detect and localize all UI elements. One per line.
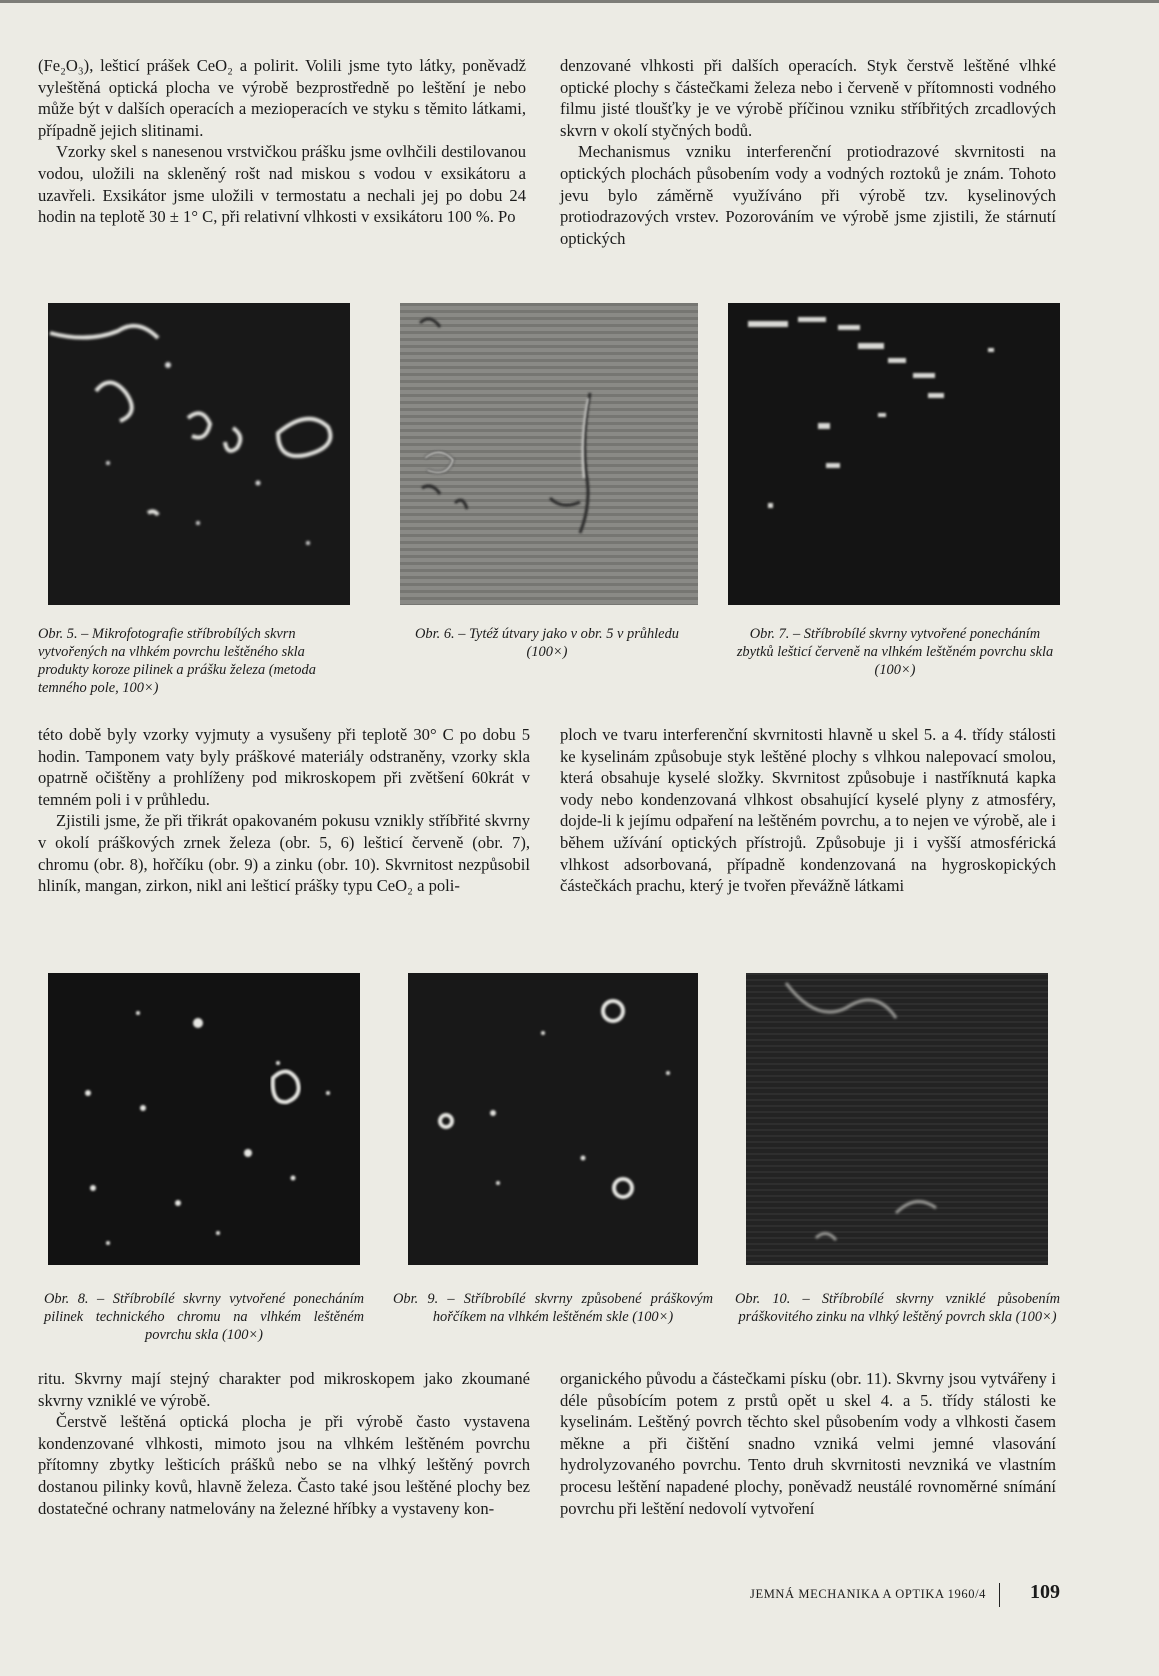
paragraph: Zjistili jsme, že při třikrát opakovaném pokusu vznikly stříbřité skvrny v okolí práškových zrnek železa (obr. 5, 6) lešticí červeně (obr. 7), chromu (obr. 8), hořčíku (obr. 9) a zinku (obr. 10). Skvrnitost nezpůsobil hliník, mangan, zirkon, nikl ani lešticí prášky typu CeO₂ a poli- <box>38 811 530 896</box>
paragraph: organického původu a částečkami písku (obr. 11). Skvrny jsou vytvářeny i déle působícím potem z prstů opět u skel 4. a 5. třídy stálosti ke kyselinám. Leštěný povrch těchto skel působením vody a vlhkosti časem měkne a při čištění snadno vzniká velmi jemné vlasování hydrolyzovaného povrchu. Tento druh skvrnitosti nevzniká ve vlastním procesu leštění napadené plochy, poněvadž neustálé rovnoměrné snímání povrchu při leštění nedovolí vytvoření <box>560 1369 1056 1518</box>
top-edge-line <box>0 0 1159 3</box>
paragraph: Vzorky skel s nanesenou vrstvičkou prášku jsme ovlhčili destilovanou vodou, uložili na skleněný rošt nad miskou s vodou v exsikátoru a uzavřeli. Exsikátor jsme uložili v termostatu a nechali jej po dobu 24 hodin na teplotě 30 ± 1° C, při relativní vlhkosti v exsikátoru 100 %. Po <box>38 142 526 227</box>
paragraph: ritu. Skvrny mají stejný charakter pod mikroskopem jako zkoumané skvrny vzniklé ve výrobě. <box>38 1369 530 1410</box>
text-column-bottom-left <box>38 1368 530 1519</box>
figure-caption-obr8: Obr. 8. – Stříbrobílé skvrny vytvořené ponecháním pilinek technického chromu na vlhkém leštěném povrchu skla (100×) <box>44 1291 364 1343</box>
text-column-bottom-right <box>560 1368 1056 1519</box>
figure-caption-obr10: Obr. 10. – Stříbrobílé skvrny vzniklé působením práškovitého zinku na vlhký leštěný povrch skla (100×) <box>735 1291 1060 1325</box>
paragraph: této době byly vzorky vyjmuty a vysušeny při teplotě 30° C po dobu 5 hodin. Tamponem vaty byly práškové materiály odstraněny, vzorky skla opatrně očištěny a prohlíženy pod mikroskopem při zvětšení 60krát v temném poli i v průhledu. <box>38 725 530 809</box>
figure-caption-obr6: Obr. 6. – Tytéž útvary jako v obr. 5 v průhledu (100×) <box>415 626 679 660</box>
figure-caption-obr5: Obr. 5. – Mikrofotografie stříbrobílých skvrn vytvořených na vlhkém povrchu leštěného skla produkty koroze pilinek a prášku železa (metoda temného pole, 100×) <box>38 626 316 696</box>
micrograph-obr9 <box>408 973 698 1265</box>
page-footer <box>742 1580 1062 1608</box>
micrograph-obr10 <box>746 973 1048 1265</box>
text-column-mid-right <box>560 724 1056 897</box>
paragraph: Mechanismus vzniku interferenční protiodrazové skvrnitosti na optických plochách působením vody a vodných roztoků je znám. Tohoto jevu bylo záměrně využíváno při výrobě tzv. kyselinových protiodrazových vrstev. Pozorováním ve výrobě jsme zjistili, že stárnutí optických <box>560 142 1056 248</box>
figure-caption-obr7: Obr. 7. – Stříbrobílé skvrny vytvořené ponecháním zbytků lešticí červeně na vlhkém leštěném povrchu skla (100×) <box>736 626 1054 678</box>
journal-name: JEMNÁ MECHANIKA A OPTIKA 1960/4 <box>750 1587 986 1601</box>
paragraph: Čerstvě leštěná optická plocha je při výrobě často vystavena kondenzované vlhkosti, mimoto jsou na vlhkém leštěném povrchu přítomny zbytky lešticích prášků nebo se na vlhký leštěný povrch dostanou pilinky kovů, hlavně železa. Často také jsou leštěné plochy bez dostatečné ochrany natmelovány na železné hříbky a vystaveny kon- <box>38 1412 530 1518</box>
micrograph-obr5 <box>48 303 350 605</box>
micrograph-obr7 <box>728 303 1060 605</box>
micrograph-obr8 <box>48 973 360 1265</box>
text-column-mid-left <box>38 724 530 897</box>
micrograph-obr6 <box>400 303 698 605</box>
footer-divider <box>999 1583 1001 1607</box>
paragraph: ploch ve tvaru interferenční skvrnitosti hlavně u skel 5. a 4. třídy stálosti ke kyselinám způsobuje styk leštěné plochy s vlhkou nalepovací smolou, která obsahuje kyselé složky. Skvrnitost způsobuje i nastříknutá kapka vody nebo kondenzovaná vlhkost obsahující kyselé plyny z atmosféry, dojde-li k jejímu odpaření na leštěném povrchu, a to nejen ve výrobě, ale i během užívání optických přístrojů. Způsobuje ji i vyšší atmosférická vlhkost adsorbovaná, případně kondenzovaná na hygroskopických částečkách prachu, který je tvořen převážně látkami <box>560 725 1056 896</box>
text-column-top-left <box>38 55 526 228</box>
figure-caption-obr9: Obr. 9. – Stříbrobílé skvrny způsobené práškovým hořčíkem na vlhkém leštěném skle (100×) <box>393 1291 713 1325</box>
paragraph: denzované vlhkosti při dalších operacích. Styk čerstvě leštěné vlhké optické plochy s částečkami železa nebo i červeně v přítomnosti vodného filmu jisté tloušťky je ve výrobě příčinou vzniku stříbřitých zrcadlových skvrn v okolí styčných bodů. <box>560 56 1056 140</box>
text-column-top-right <box>560 55 1056 249</box>
page-number: 109 <box>1030 1581 1060 1603</box>
paragraph: (Fe₂O₃), lešticí prášek CeO₂ a polirit. Volili jsme tyto látky, poněvadž vyleštěná optická plocha ve výrobě bezprostředně po leštění je nebo může být v dalších operacích a mezioperacích ve styku s těmito látkami, případně jejich slitinami. <box>38 56 526 140</box>
